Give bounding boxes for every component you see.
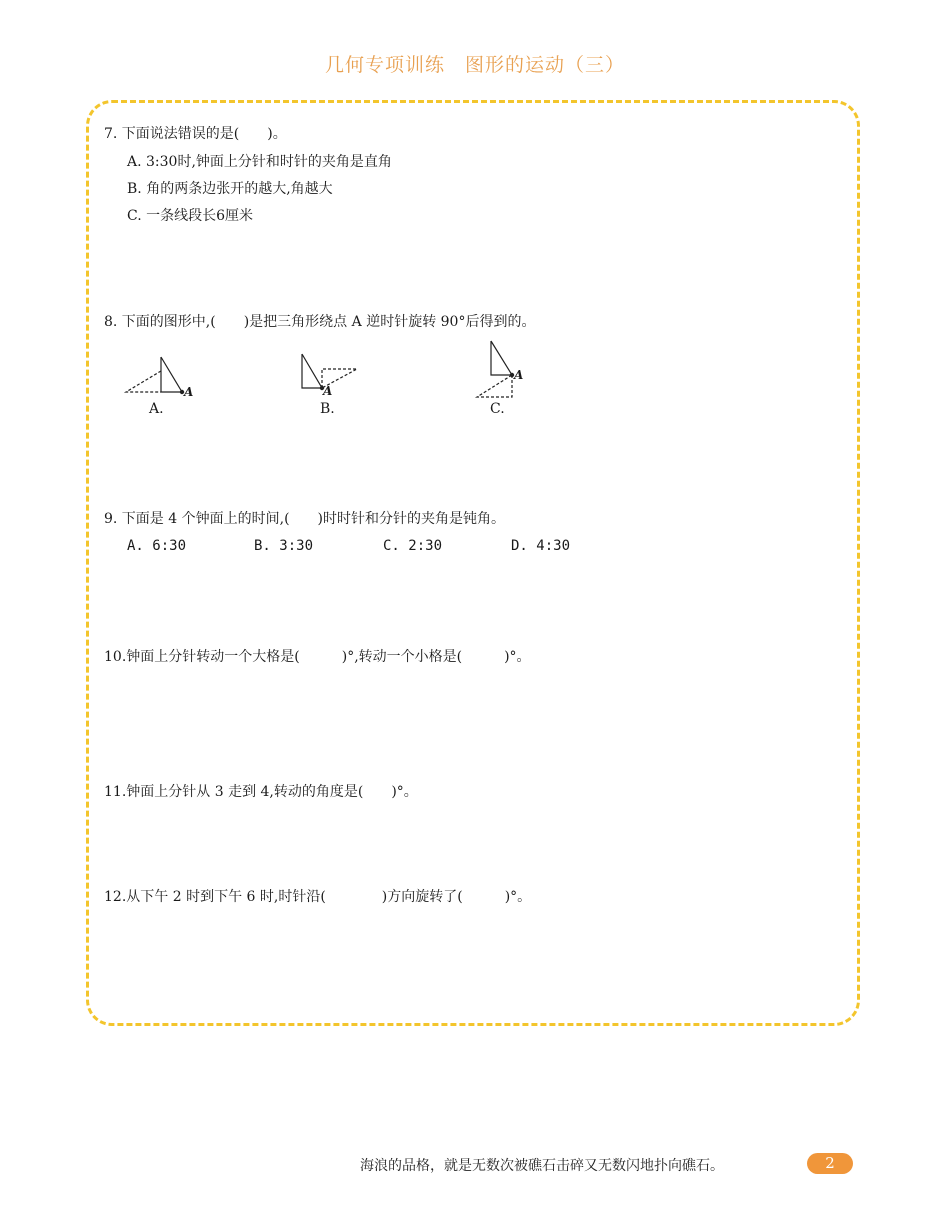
question-10-stem: 10.钟面上分针转动一个大格是( )°,转动一个小格是( )°。 [104, 649, 531, 665]
question-8-stem: 8. 下面的图形中,( )是把三角形绕点 A 逆时针旋转 90°后得到的。 [104, 314, 536, 330]
question-7-option-c: C. 一条线段长6厘米 [127, 208, 254, 224]
question-7-option-a: A. 3:30时,钟面上分针和时针的夹角是直角 [127, 154, 392, 170]
question-9-option-c: C. 2:30 [383, 538, 443, 554]
figure-b-point-label: A [323, 384, 333, 398]
figure-c-point-label: A [514, 368, 524, 382]
figure-a-point-label: A [184, 385, 194, 399]
page-title: 几何专项训练 图形的运动（三） [324, 54, 625, 76]
question-12-stem: 12.从下午 2 时到下午 6 时,时针沿( )方向旋转了( )°。 [104, 889, 532, 905]
question-9-stem: 9. 下面是 4 个钟面上的时间,( )时时针和分针的夹角是钝角。 [104, 511, 505, 527]
figure-a [126, 357, 184, 394]
figure-b-label: B. [320, 401, 335, 417]
figure-c [477, 341, 514, 397]
question-7-stem: 7. 下面说法错误的是( )。 [104, 126, 287, 142]
figure-a-label: A. [149, 401, 164, 417]
question-9-option-a: A. 6:30 [127, 538, 187, 554]
page-number-badge: 2 [807, 1153, 853, 1174]
figure-c-label: C. [490, 401, 505, 417]
question-9-option-b: B. 3:30 [254, 538, 314, 554]
footer-quote: 海浪的品格，就是无数次被礁石击碎又无数闪地扑向礁石。 [360, 1158, 724, 1174]
question-11-stem: 11.钟面上分针从 3 走到 4,转动的角度是( )°。 [104, 784, 418, 800]
question-7-option-b: B. 角的两条边张开的越大,角越大 [127, 181, 333, 197]
question-9-option-d: D. 4:30 [511, 538, 571, 554]
